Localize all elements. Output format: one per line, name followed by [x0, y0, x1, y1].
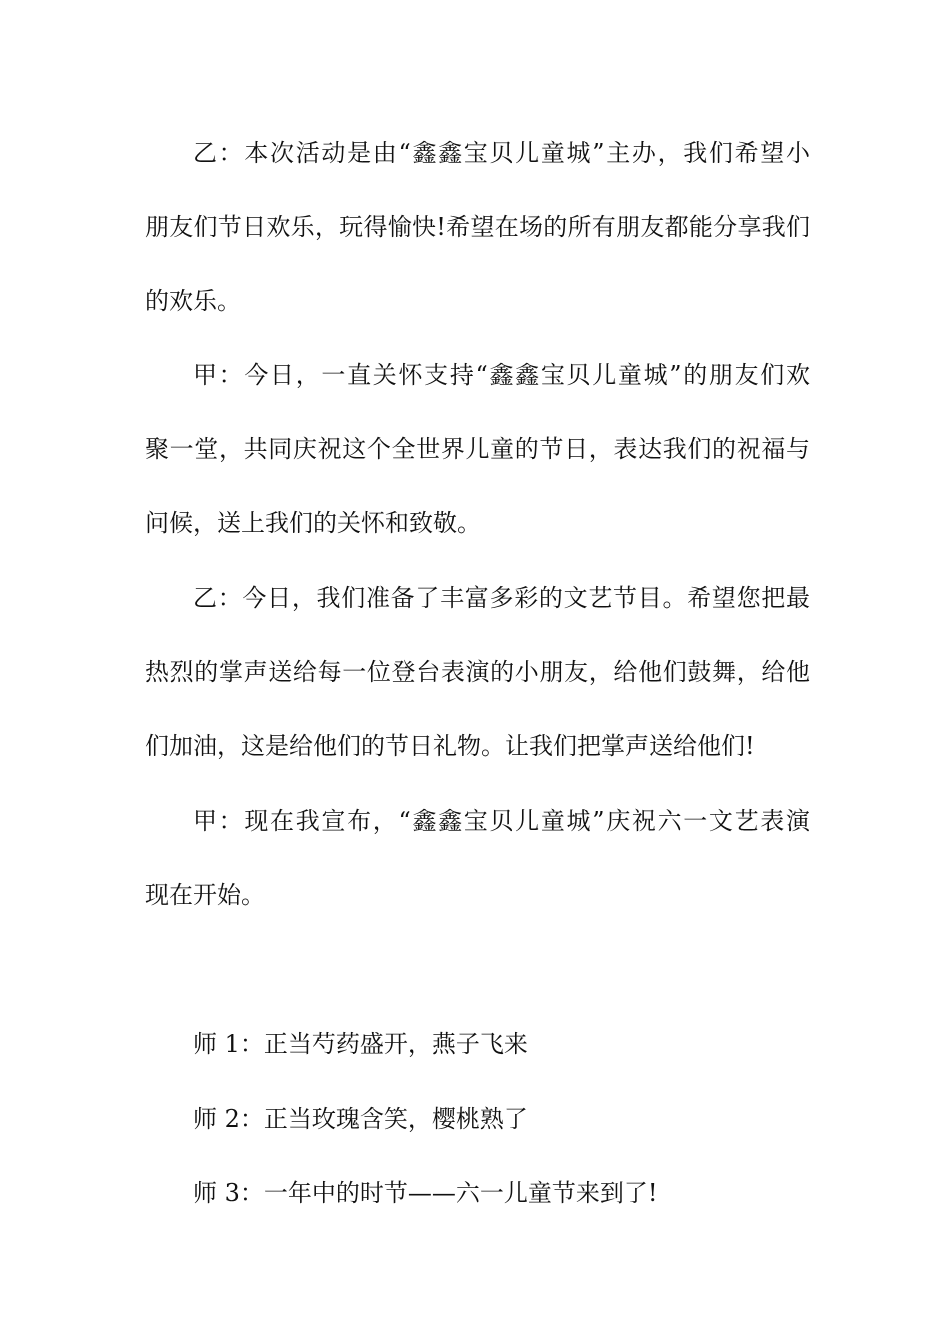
paragraph-3-line-1: 乙：今日，我们准备了丰富多彩的文艺节目。希望您把最 — [193, 584, 810, 612]
paragraph-4-line-2: 现在开始。 — [145, 881, 265, 909]
paragraph-2-line-1: 甲：今日，一直关怀支持“鑫鑫宝贝儿童城”的朋友们欢 — [193, 361, 810, 389]
paragraph-1-line-2: 朋友们节日欢乐，玩得愉快!希望在场的所有朋友都能分享我们 — [145, 213, 810, 241]
teacher-1-line: 师 1：正当芍药盛开，燕子飞来 — [193, 1030, 528, 1058]
paragraph-4-line-1: 甲：现在我宣布，“鑫鑫宝贝儿童城”庆祝六一文艺表演 — [193, 807, 810, 835]
paragraph-2-line-2: 聚一堂，共同庆祝这个全世界儿童的节日，表达我们的祝福与 — [145, 435, 810, 463]
paragraph-3-line-2: 热烈的掌声送给每一位登台表演的小朋友，给他们鼓舞，给他 — [145, 658, 810, 686]
teacher-3-line: 师 3：一年中的时节——六一儿童节来到了! — [193, 1179, 658, 1207]
paragraph-3-line-3: 们加油，这是给他们的节日礼物。让我们把掌声送给他们! — [145, 732, 755, 760]
paragraph-1-line-1: 乙：本次活动是由“鑫鑫宝贝儿童城”主办，我们希望小 — [193, 139, 810, 167]
paragraph-2-line-3: 问候，送上我们的关怀和致敬。 — [145, 509, 481, 537]
paragraph-1-line-3: 的欢乐。 — [145, 287, 241, 315]
teacher-2-line: 师 2：正当玫瑰含笑，樱桃熟了 — [193, 1105, 528, 1133]
